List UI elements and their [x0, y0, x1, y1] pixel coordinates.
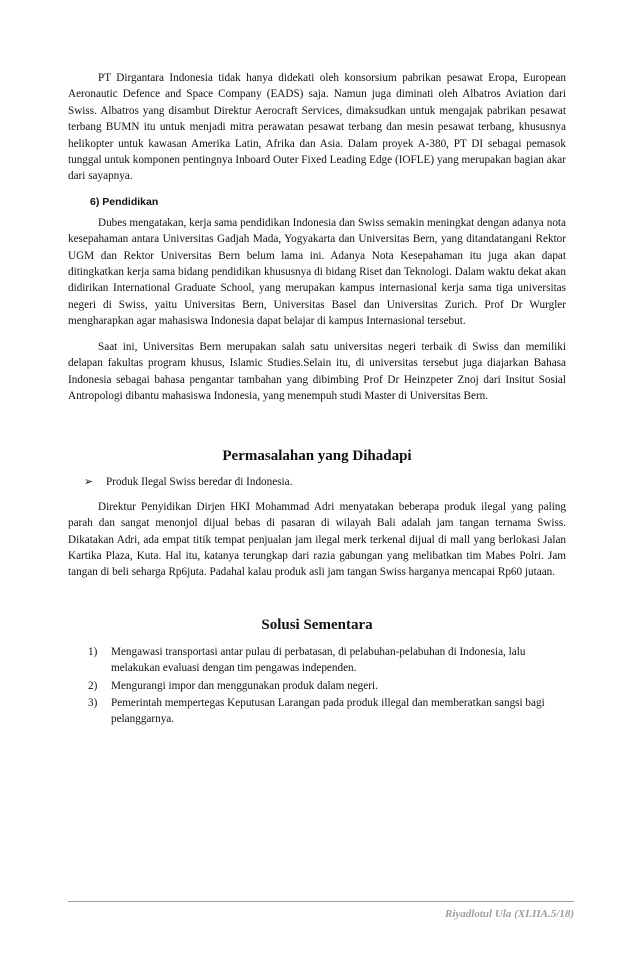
footer-divider — [68, 901, 574, 902]
solutions-list — [68, 644, 566, 728]
list-item-number: 3) — [88, 696, 98, 709]
list-item-number: 2) — [88, 679, 98, 692]
paragraph-dirgantara: PT Dirgantara Indonesia tidak hanya didekati oleh konsorsium pabrikan pesawat Eropa, European Aeronautic Defence and Space Company (EADS) saja. Namun juga diminati oleh Albatros Aviation dari Swiss. Albatros yang disambut Direktur Aerocraft Services, dimaksudkan untuk mengajak pabrikan pesawat terbang BUMN itu untuk menjadi mitra perawatan pesawat terbang dan mesin pesawat terbang, khususnya helikopter untuk kawasan Amerika Latin, Afrika dan Asia. Dalam proyek A-380, PT DI sebagai pemasok tunggal untuk komponen pentingnya Inboard Outer Fixed Leading Edge (IOFLE) yang merupakan bagian akar dari sayapnya. — [68, 72, 566, 183]
list-item-number: 1) — [88, 645, 98, 658]
list-item-text: Pemerintah mempertegas Keputusan Larangan pada produk illegal dan memberatkan sangsi bagi pelanggarnya. — [111, 696, 545, 726]
paragraph-university-bern: Saat ini, Universitas Bern merupakan salah satu universitas negeri terbaik di Swiss dan memiliki delapan fakultas program khusus, Islamic Studies.Selain itu, di universitas tersebut juga diajarkan Bahasa Indonesia sebagai bahasa pengantar tambahan yang dibimbing Prof Dr Heinzpeter Znoj dari Insitut Sosial Antropologi dibantu mahasiswa Indonesia, yang menempuh studi Master di Universitas Bern. — [68, 340, 566, 402]
arrow-bullet-icon: ➢ — [84, 476, 94, 489]
bullet-illegal-products — [84, 474, 566, 490]
subheading-pendidikan: 6) Pendidikan — [90, 195, 159, 208]
paragraph-illegal-watches: Direktur Penyidikan Dirjen HKI Mohammad Adri menyatakan beberapa produk ilegal yang paling parah dan sangat menonjol dijual bebas di pasaran di wilayah Bali adalah jam tangan ternama Swiss. Dikatakan Adri, ada empat titik tempat penjualan jam ilegal merk terkenal dijual di mall yang berlokasi Jalan Kartika Plaza, Kuta. Hal itu, katanya terungkap dari razia gabungan yang melibatkan tim Mabes Polri. Jam tangan di beli seharga Rp6juta. Padahal kalau produk asli jam tangan Swiss harganya mencapai Rp60 jutaan. — [68, 500, 566, 579]
section-title-problems: Permasalahan yang Dihadapi — [222, 448, 412, 465]
list-item-text: Mengawasi transportasi antar pulau di perbatasan, di pelabuhan-pelabuhan di Indonesia, lalu melakukan evaluasi dengan tim pengawas independen. — [111, 645, 526, 675]
list-item — [88, 678, 566, 694]
bullet-text: Produk Ilegal Swiss beredar di Indonesia. — [106, 476, 293, 489]
page-content — [68, 70, 566, 729]
paragraph-education-cooperation: Dubes mengatakan, kerja sama pendidikan Indonesia dan Swiss semakin meningkat dengan adanya nota kesepahaman antara Universitas Gadjah Mada, Yogyakarta dan Universitas Bern, yang ditandatangani Rektor UGM dan Rektor Universitas Bern belum lama ini. Adanya Nota Kesepahaman itu juga akan dapat ditingkatkan kerja sama bidang pendidikan khususnya di bidang Riset dan Teknologi. Dalam waktu dekat akan didirikan International Graduate School, yang merupakan kampus internasional kerja sama tiga universitas negeri di Swiss, yaitu Universitas Bern, Universitas Basel dan Universitas Zurich. Prof Dr Wurgler mengharapkan agar mahasiswa Indonesia dapat belajar di kampus Internasional tersebut. — [68, 216, 566, 328]
list-item — [88, 644, 566, 677]
section-title-solutions: Solusi Sementara — [261, 616, 373, 633]
list-item — [88, 695, 566, 728]
footer-author: Riyadlotul Ula (XI.IIA.5/18) — [445, 908, 574, 920]
list-item-text: Mengurangi impor dan menggunakan produk dalam negeri. — [111, 679, 378, 692]
